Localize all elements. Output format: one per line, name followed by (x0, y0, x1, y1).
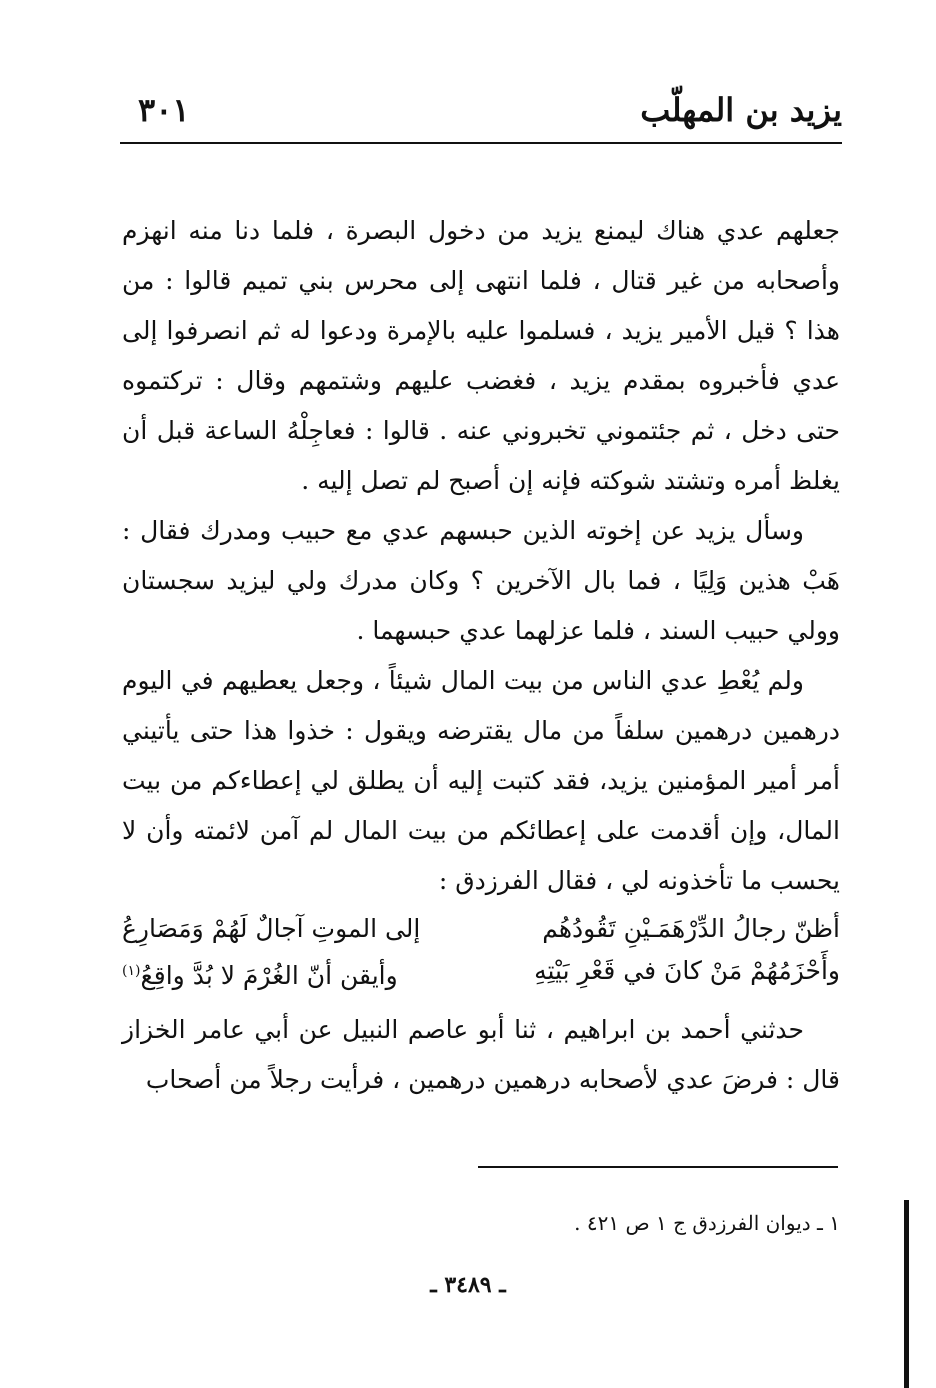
paragraph-4: حدثني أحمد بن ابراهيم ، ثنا أبو عاصم النبيل عن أبي عامر الخزاز قال : فرضَ عدي لأصحابه درهمين درهمين ، فرأيت رجلاً من أصحاب (122, 1015, 840, 1095)
running-title: يزيد بن المهلّب (640, 91, 842, 129)
page-number: ٣٠١ (138, 91, 190, 129)
paragraph-1: جعلهم عدي هناك ليمنع يزيد من دخول البصرة ، فلما دنا منه انهزم وأصحابه من غير قتال ، فلما انتهى إلى محرس بني تميم قالوا : من هذا ؟ قيل الأمير يزيد ، فسلموا عليه بالإمرة ودعوا له ثم انصرفوا إلى عدي فأخبروه بمقدم يزيد ، فغضب عليهم وشتمهم وقال : تركتموه حتى دخل ، ثم جئتموني تخبروني عنه . قالوا : فعاجِلْهُ الساعة قبل أن يغلظ أمره وتشتد شوكته فإنه إن أصبح لم تصل إليه . (122, 216, 840, 495)
verse-2-first-hemistich: وأَحْزَمُهُمْ مَنْ كانَ في قَعْرِ بَيْتِهِ (534, 956, 840, 985)
paragraph-3: ولم يُعْطِ عدي الناس من بيت المال شيئاً ، وجعل يعطيهم في اليوم درهمين درهمين سلفاً من مال يقترضه ويقول : خذوا هذا حتى يأتيني أمر أمير المؤمنين يزيد، فقد كتبت إليه أن يطلق لي إعطاءكم من بيت المال، وإن أقدمت على إعطائكم من بيت المال لم آمن لائمته وأن لا يحسب ما تأخذونه لي ، فقال الفرزدق : (122, 666, 840, 895)
verse-line-2 (122, 950, 840, 997)
verse-1-second-hemistich: إلى الموتِ آجالٌ لَهُمْ وَمَصَارِعُ (122, 914, 421, 943)
header-rule (120, 142, 842, 144)
folio-number: ـ ٣٤٨٩ ـ (430, 1272, 506, 1298)
verse-2-second-hemistich: وأيقن أنّ الغُرْمَ لا بُدَّ واقِعُ (140, 961, 398, 991)
paragraph-2: وسأل يزيد عن إخوته الذين حبسهم عدي مع حبيب ومدرك فقال : هَبْ هذين وَلِيًا ، فما بال الآخرين ؟ وكان مدرك ولي ليزيد سجستان وولي حبيب السند ، فلما عزلهما عدي حبسهما . (122, 516, 840, 645)
poem-verses (122, 908, 840, 997)
verse-2-second-hemistich-group (122, 950, 398, 997)
verse-line-1 (122, 908, 840, 950)
footnote: ١ ـ ديوان الفرزدق ج ١ ص ٤٢١ . (574, 1211, 840, 1235)
scan-edge-mark (904, 1200, 909, 1388)
verse-1-first-hemistich: أظنّ رجالُ الدِّرْهَمَـيْنِ تَقُودُهُم (542, 914, 840, 943)
running-header (120, 88, 842, 140)
footnote-marker: (١) (122, 963, 141, 979)
main-text (122, 206, 840, 1105)
footnote-rule (478, 1166, 838, 1168)
